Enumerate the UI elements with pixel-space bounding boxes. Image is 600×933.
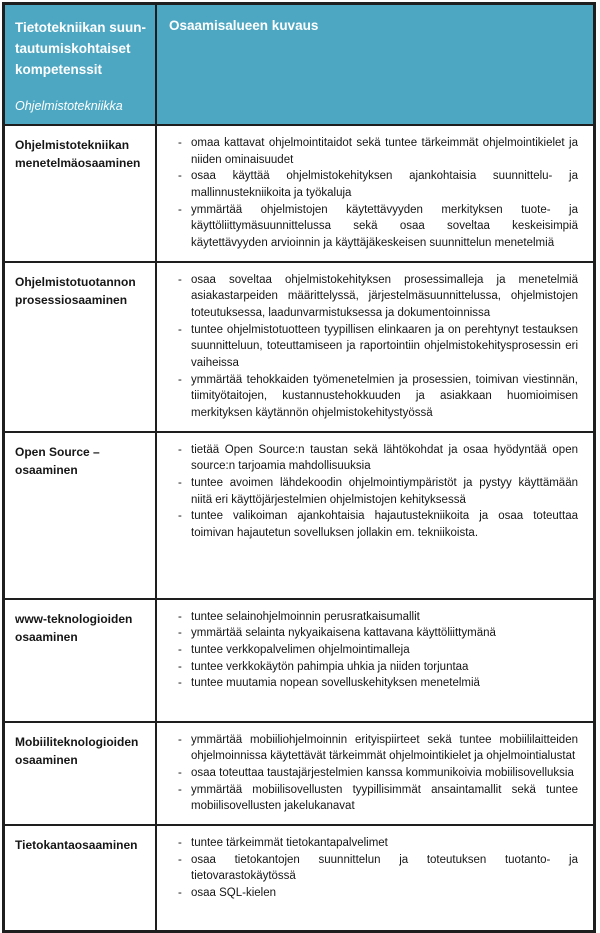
bullet-list	[169, 609, 579, 692]
bullet-text: osaa soveltaa ohjelmistokehityksen prosessimalleja ja menetelmiä asiakastarpeiden määrittelyssä, järjestelmäsuunnittelussa, ohjelmistojen toteutuksessa, laadunvarmistuksessa ja dokumentoinnissa	[191, 273, 578, 320]
bullet-dash: -	[178, 660, 182, 673]
bullet-text: tuntee verkkokäytön pahimpia uhkia ja niiden torjuntaa	[191, 660, 469, 673]
bullet-dash: -	[178, 887, 182, 900]
bullet-item	[169, 322, 579, 372]
bullet-item	[169, 508, 579, 541]
bullet-text: ymmärtää mobiiliohjelmoinnin erityispiirteet sekä tuntee mobiililaitteiden ohjelmoinnissa käytettävät tärkeimmät ohjelmointikielet ja ohjelmointialustat	[191, 733, 578, 763]
description-cell	[157, 600, 593, 721]
description-cell	[157, 263, 593, 431]
header-cell-description	[157, 5, 593, 124]
bullet-dash: -	[178, 273, 182, 286]
bullet-text: tuntee selainohjelmoinnin perusratkaisumallit	[191, 610, 420, 623]
table-row	[5, 721, 593, 824]
bullet-item	[169, 475, 579, 508]
bullet-dash: -	[178, 203, 182, 216]
bullet-list	[169, 135, 579, 252]
competence-label: Open Source – osaaminen	[15, 444, 100, 477]
bullet-item	[169, 272, 579, 322]
description-cell	[157, 433, 593, 598]
description-cell	[157, 723, 593, 824]
bullet-dash: -	[178, 510, 182, 523]
bullet-dash: -	[178, 443, 182, 456]
bullet-text: tuntee ohjelmistotuotteen tyypillisen elinkaaren ja on perehtynyt testauksen suunnitteluun, toteuttamiseen ja raportointiin ohjelmistokehitysprosessin eri vaiheissa	[191, 323, 578, 370]
bullet-dash: -	[178, 644, 182, 657]
bullet-dash: -	[178, 677, 182, 690]
competence-table	[2, 2, 596, 933]
bullet-text: tuntee valikoiman ajankohtaisia hajautustekniikoita ja osaa toteuttaa toimivan hajautetun sovelluksen jollakin em. tekniikoista.	[191, 510, 578, 540]
bullet-item	[169, 835, 579, 852]
bullet-item	[169, 202, 579, 252]
competence-label: Tietokantaosaaminen	[15, 838, 138, 853]
competence-label: Mobiiliteknologioiden osaaminen	[15, 734, 139, 767]
bullet-item	[169, 659, 579, 676]
bullet-text: ymmärtää ohjelmistojen käytettävyyden merkityksen tuote- ja käyttöliittymäsuunnittelussa sekä osaa soveltaa keskeisimpiä käytettävyyden arvioinnin ja käyttäjäkeskeisen suunnittelun menetelmiä	[191, 203, 578, 250]
bullet-item	[169, 642, 579, 659]
description-cell	[157, 826, 593, 930]
bullet-item	[169, 609, 579, 626]
bullet-text: osaa käyttää ohjelmistokehityksen ajankohtaisia suunnittelu- ja mallinnustekniikoita ja työkaluja	[191, 170, 578, 200]
competence-cell	[5, 263, 157, 431]
bullet-item	[169, 135, 579, 168]
bullet-item	[169, 885, 579, 902]
bullet-dash: -	[178, 610, 182, 623]
bullet-text: tuntee verkkopalvelimen ohjelmointimalleja	[191, 644, 410, 657]
bullet-dash: -	[178, 137, 182, 150]
bullet-dash: -	[178, 733, 182, 746]
table-row	[5, 431, 593, 598]
bullet-dash: -	[178, 170, 182, 183]
table-row	[5, 261, 593, 431]
competence-label: Ohjelmistotuotannon prosessiosaaminen	[15, 274, 136, 307]
competence-cell	[5, 723, 157, 824]
bullet-dash: -	[178, 477, 182, 490]
bullet-item	[169, 782, 579, 815]
competence-cell	[5, 600, 157, 721]
table-subtitle: Ohjelmistotekniikka	[15, 98, 123, 113]
bullet-text: ymmärtää tehokkaiden työmenetelmien ja prosessien, toimivan viestinnän, tiimityötaitojen, kustannustehokkuuden ja asiakkaan huomioimisen merkityksen käytännön ohjelmistokehitystyössä	[191, 373, 578, 420]
bullet-text: tuntee avoimen lähdekoodin ohjelmointiympäristöt ja pystyy käyttämään niitä eri käyttöjärjestelmien ohjelmistojen kehityksessä	[191, 477, 578, 506]
bullet-text: ymmärtää mobiilisovellusten tyypillisimmät ansaintamallit sekä tuntee mobiilisovellusten jakelukanavat	[191, 783, 578, 813]
bullet-list	[169, 272, 579, 422]
table-title: Tietotekniikan suun-tautumiskohtaiset kompetenssit	[15, 20, 147, 77]
bullet-dash: -	[178, 767, 182, 780]
table-row	[5, 598, 593, 721]
bullet-item	[169, 732, 579, 765]
competence-label: www-teknologioiden osaaminen	[15, 611, 133, 644]
competence-label: Ohjelmistotekniikan menetelmäosaaminen	[15, 138, 141, 171]
bullet-text: osaa SQL-kielen	[191, 887, 277, 900]
bullet-text: osaa toteuttaa taustajärjestelmien kanssa kommunikoivia mobiilisovelluksia	[191, 767, 574, 780]
bullet-text: tuntee tärkeimmät tietokantapalvelimet	[191, 837, 388, 850]
competence-cell	[5, 826, 157, 930]
bullet-text: ymmärtää selainta nykyaikaisena kattavana käyttöliittymänä	[191, 627, 496, 640]
bullet-text: osaa tietokantojen suunnittelun ja toteutuksen tuotanto- ja tietovarastokäytössä	[191, 853, 578, 883]
bullet-dash: -	[178, 323, 182, 336]
bullet-item	[169, 675, 579, 692]
table-body	[5, 124, 593, 930]
bullet-text: tuntee muutamia nopean sovelluskehityksen menetelmiä	[191, 677, 480, 690]
bullet-list	[169, 835, 579, 902]
competence-cell	[5, 433, 157, 598]
bullet-dash: -	[178, 373, 182, 386]
bullet-list	[169, 442, 579, 542]
bullet-list	[169, 732, 579, 815]
table-row	[5, 124, 593, 261]
bullet-item	[169, 625, 579, 642]
bullet-dash: -	[178, 627, 182, 640]
bullet-item	[169, 442, 579, 475]
bullet-item	[169, 168, 579, 201]
header-cell-competences	[5, 5, 157, 124]
bullet-item	[169, 372, 579, 422]
bullet-dash: -	[178, 783, 182, 796]
bullet-dash: -	[178, 853, 182, 866]
bullet-item	[169, 765, 579, 782]
bullet-text: omaa kattavat ohjelmointitaidot sekä tuntee tärkeimmät ohjelmointikielet ja niiden ominaisuudet	[191, 137, 578, 166]
bullet-text: tietää Open Source:n taustan sekä lähtökohdat ja osaa hyödyntää open source:n tarjoamia mahdollisuuksia	[191, 443, 578, 473]
description-cell	[157, 126, 593, 261]
table-header-row	[5, 5, 593, 124]
bullet-dash: -	[178, 837, 182, 850]
description-header-label: Osaamisalueen kuvaus	[169, 18, 319, 33]
competence-cell	[5, 126, 157, 261]
table-row	[5, 824, 593, 930]
